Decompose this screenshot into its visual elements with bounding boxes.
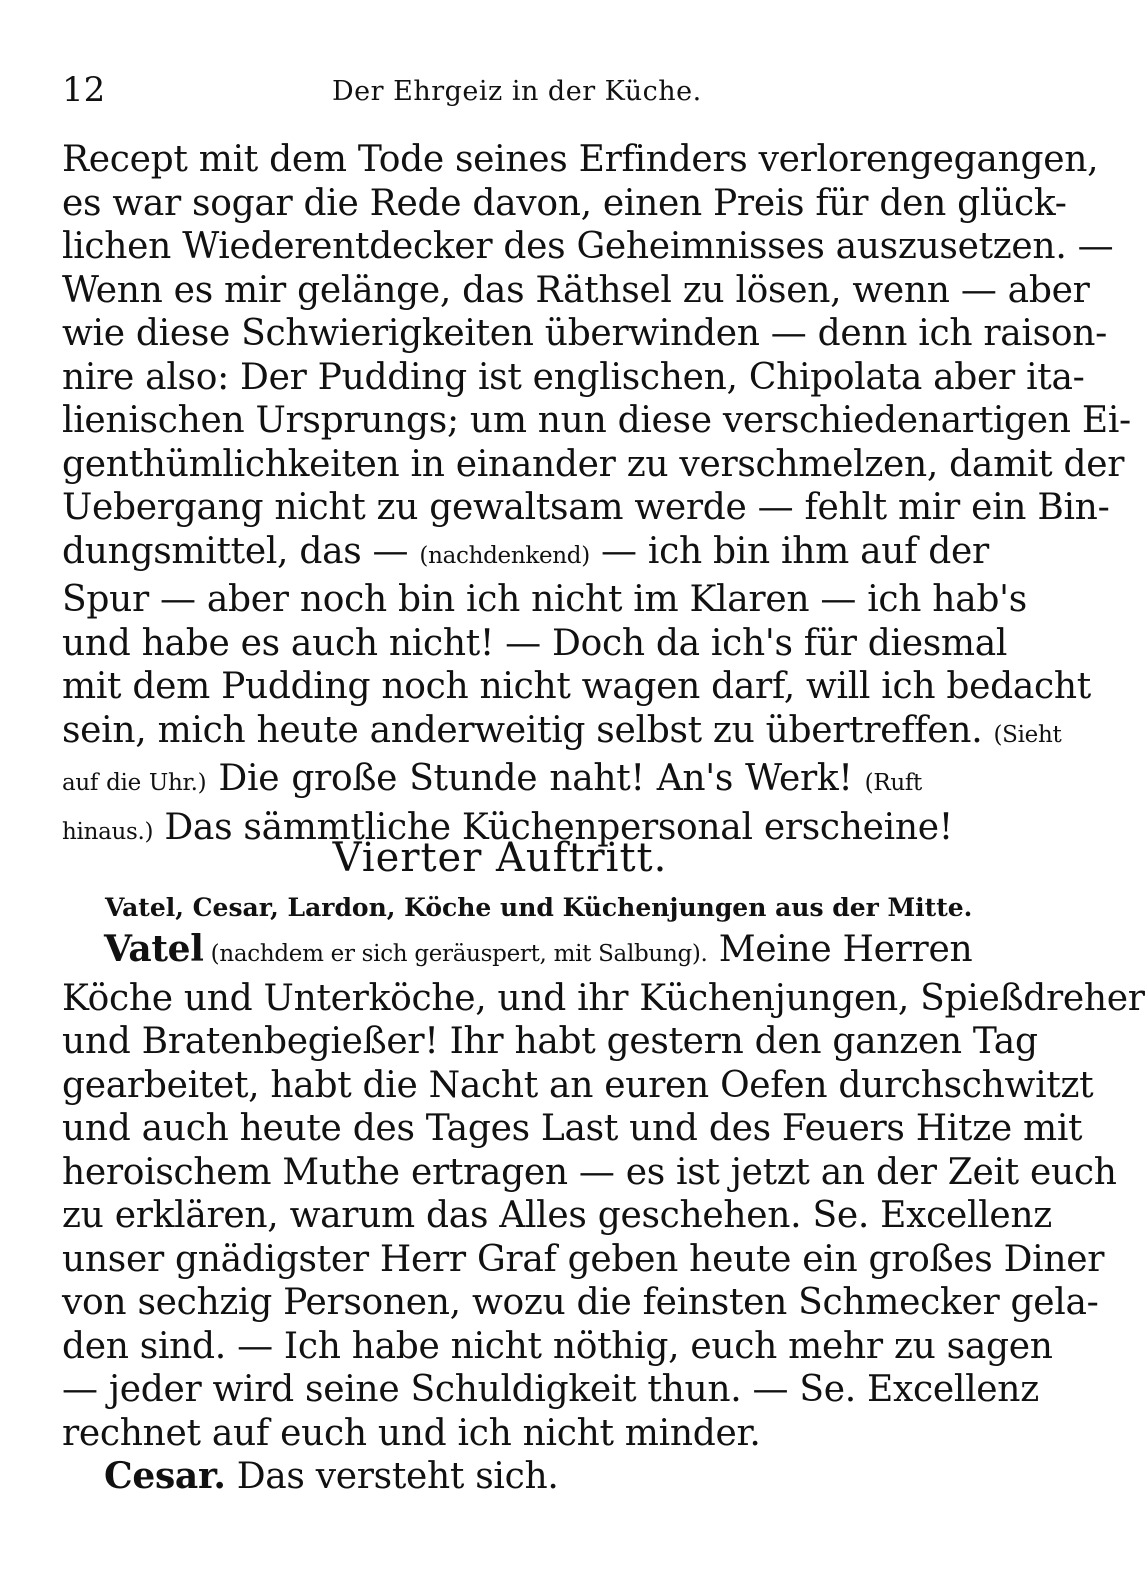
cast-list: Vatel, Cesar, Lardon, Köche und Küchenjungen aus der Mitte. (105, 893, 973, 922)
text-segment: Das versteht sich. (225, 1456, 559, 1497)
stage-direction: (Sieht (993, 721, 1062, 748)
dialogue-line: — jeder wird seine Schuldigkeit thun. — Se. Excellenz (62, 1369, 1039, 1410)
dialogue (62, 928, 1145, 1499)
text-line (62, 530, 989, 579)
speaker-name: Vatel (104, 928, 204, 970)
text-segment: Das sämmtliche Küchenpersonal erscheine! (153, 806, 953, 848)
text-line: genthümlichkeiten in einander zu verschmelzen, damit der (62, 443, 1125, 485)
text-segment: Die große Stunde naht! An's Werk! (206, 758, 865, 799)
text-line: Wenn es mir gelänge, das Räthsel zu lösen, wenn — aber (62, 269, 1090, 311)
page-header (62, 60, 930, 120)
dialogue-line: rechnet auf euch und ich nicht minder. (62, 1412, 761, 1454)
text-line: und habe es auch nicht! — Doch da ich's für diesmal (62, 622, 1008, 664)
stage-direction: auf die Uhr.) (62, 770, 207, 796)
text-line: es war sogar die Rede davon, einen Preis für den glück- (62, 182, 1067, 224)
text-line: Recept mit dem Tode seines Erfinders verlorengegangen, (62, 139, 1099, 180)
text-segment: dungsmittel, das — (62, 530, 420, 572)
text-line: nire also: Der Pudding ist englischen, Chipolata aber ita- (62, 356, 1085, 398)
dialogue-line: unser gnädigster Herr Graf geben heute ein großes Diner (62, 1238, 1105, 1280)
body-text (62, 138, 1131, 854)
text-line: Spur — aber noch bin ich nicht im Klaren — ich hab's (62, 579, 1027, 620)
text-segment: Meine Herren (707, 929, 973, 970)
dialogue-line: und Bratenbegießer! Ihr habt gestern den ganzen Tag (62, 1021, 1038, 1062)
dialogue-line: und auch heute des Tages Last und des Feuers Hitze mit (62, 1108, 1083, 1149)
text-segment: — ich bin ihm auf der (589, 530, 989, 572)
running-head: Der Ehrgeiz in der Küche. (332, 76, 702, 107)
stage-direction: (nachdenkend) (419, 542, 590, 569)
text-line: lichen Wiederentdecker des Geheimnisses auszusetzen. — (62, 226, 1114, 267)
page-number: 12 (62, 70, 106, 110)
dialogue-line (62, 1455, 922, 1499)
dialogue-line: heroischem Muthe ertragen — es ist jetzt an der Zeit euch (62, 1151, 1117, 1193)
dialogue-line: von sechzig Personen, wozu die feinsten Schmecker gela- (62, 1282, 1099, 1323)
text-line (62, 757, 922, 806)
stage-direction: (nachdem er sich geräuspert, mit Salbung). (203, 941, 708, 967)
dialogue-line (62, 928, 973, 977)
text-line: mit dem Pudding noch nicht wagen darf, will ich bedacht (62, 666, 1091, 707)
stage-direction: hinaus.) (62, 818, 154, 845)
text-line: lienischen Ursprungs; um nun diese verschiedenartigen Ei- (62, 400, 1131, 441)
dialogue-line: zu erklären, warum das Alles geschehen. Se. Excellenz (62, 1195, 1052, 1236)
stage-direction: (Ruft (864, 770, 922, 796)
dialogue-line: gearbeitet, habt die Nacht an euren Oefen durchschwitzt (62, 1064, 1094, 1106)
text-segment: sein, mich heute anderweitig selbst zu übertreffen. (62, 709, 994, 751)
text-line: wie diese Schwierigkeiten überwinden — denn ich raison- (62, 313, 1107, 354)
dialogue-line: Köche und Unterköche, und ihr Küchenjungen, Spießdreher (62, 977, 1145, 1019)
text-line (62, 709, 1062, 758)
scene-title: Vierter Auftritt. (332, 835, 668, 881)
dialogue-line: den sind. — Ich habe nicht nöthig, euch mehr zu sagen (62, 1325, 1053, 1367)
text-line: Uebergang nicht zu gewaltsam werde — fehlt mir ein Bin- (62, 487, 1110, 528)
speaker-name: Cesar. (104, 1455, 226, 1497)
